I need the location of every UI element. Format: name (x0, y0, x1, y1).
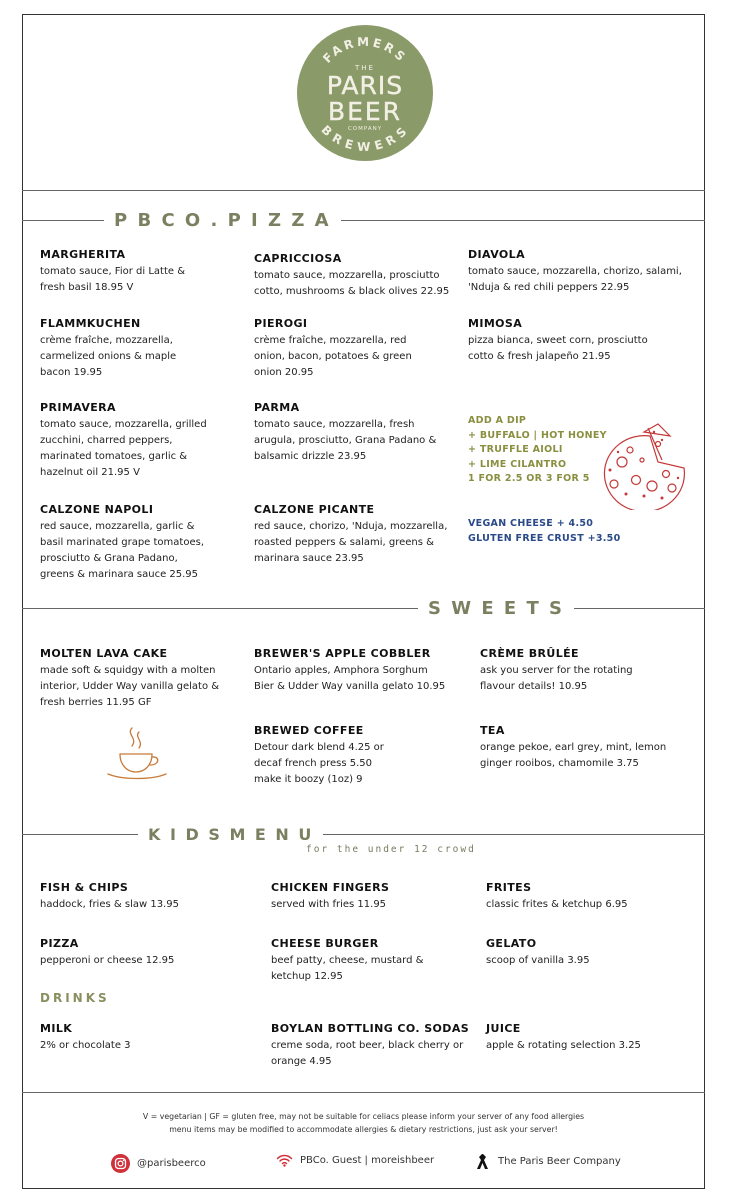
item-name: JUICE (486, 1022, 521, 1035)
menu-item: MARGHERITA tomato sauce, Fior di Latte & fresh basil 18.95 V (40, 248, 240, 296)
pizza-icon (592, 422, 690, 510)
item-name: CHEESE BURGER (271, 937, 379, 950)
menu-item: FLAMMKUCHEN crème fraîche, mozzarella, carmelized onions & maple bacon 19.95 (40, 317, 240, 381)
menu-item: JUICE apple & rotating selection 3.25 (486, 1022, 696, 1054)
drinks-title: DRINKS (40, 991, 110, 1005)
item-name: CRÈME BRÛLÉE (480, 647, 579, 660)
divider (22, 190, 705, 191)
menu-item: CALZONE PICANTE red sauce, chorizo, 'Nduja, mozzarella, roasted peppers & salami, greens & marinara sauce 23.95 (254, 503, 466, 567)
instagram-label: @parisbeerco (137, 1158, 206, 1169)
menu-item: FRITES classic frites & ketchup 6.95 (486, 881, 696, 913)
item-name: BREWER'S APPLE COBBLER (254, 647, 431, 660)
footer-rule (22, 1092, 705, 1093)
menu-item: BREWER'S APPLE COBBLER Ontario apples, Amphora Sorghum Bier & Udder Way vanilla gelato 10.95 (254, 647, 469, 695)
logo-company: COMPANY (347, 126, 383, 132)
pizza-section-title: P B C O . P I Z Z A (104, 210, 341, 231)
item-name: CAPRICCIOSA (254, 252, 342, 265)
logo-the: THE (355, 64, 375, 72)
menu-item: CALZONE NAPOLI red sauce, mozzarella, garlic & basil marinated grape tomatoes, prosciutto & Grana Padano, greens & marinara sauce 25.95 (40, 503, 240, 583)
item-name: GELATO (486, 937, 537, 950)
footer-note-2: menu items may be modified to accommodate allergies & dietary restrictions, just ask your server! (169, 1125, 558, 1134)
menu-item: PRIMAVERA tomato sauce, mozzarella, grilled zucchini, charred peppers, marinated tomatoes, garlic & hazelnut oil 21.95 V (40, 401, 240, 481)
wifi-label: PBCo. Guest | moreishbeer (300, 1155, 435, 1166)
sweets-section-title: S W E E T S (418, 598, 574, 619)
add-a-dip: ADD A DIP + BUFFALO | HOT HONEY + TRUFFLE AIOLI + LIME CILANTRO 1 FOR 2.5 OR 3 FOR 5 (468, 415, 607, 484)
item-name: PIZZA (40, 937, 79, 950)
logo-bottom-arc: BREWERS (318, 122, 412, 154)
company-brand (474, 1154, 621, 1169)
sweets-title-rule (22, 608, 705, 609)
menu-item: GELATO scoop of vanilla 3.95 (486, 937, 696, 969)
item-name: TEA (480, 724, 505, 737)
menu-item: BREWED COFFEE Detour dark blend 4.25 or decaf french press 5.50 make it boozy (1oz) 9 (254, 724, 464, 788)
item-name: MIMOSA (468, 317, 523, 330)
kids-section-title: K I D S M E N U (138, 825, 323, 844)
eiffel-tower-icon (474, 1154, 491, 1169)
item-name: MARGHERITA (40, 248, 126, 261)
menu-item: MOLTEN LAVA CAKE made soft & squidgy with a molten interior, Udder Way vanilla gelato & fresh berries 11.95 GF (40, 647, 250, 711)
item-name: PIEROGI (254, 317, 308, 330)
item-name: PRIMAVERA (40, 401, 116, 414)
kids-title-rule (22, 834, 705, 835)
menu-item: PIEROGI crème fraîche, mozzarella, red onion, bacon, potatoes & green onion 20.95 (254, 317, 464, 381)
item-name: BOYLAN BOTTLING CO. SODAS (271, 1022, 470, 1035)
menu-item: MILK 2% or chocolate 3 (40, 1022, 255, 1054)
menu-item: PARMA tomato sauce, mozzarella, fresh arugula, prosciutto, Grana Padano & balsamic drizzle 23.95 (254, 401, 466, 465)
company-label: The Paris Beer Company (498, 1156, 621, 1167)
coffee-cup-icon (104, 724, 170, 782)
menu-item: BOYLAN BOTTLING CO. SODAS creme soda, root beer, black cherry or orange 4.95 (271, 1022, 483, 1070)
menu-item: CAPRICCIOSA tomato sauce, mozzarella, prosciutto cotto, mushrooms & black olives 22.95 (254, 252, 469, 300)
item-name: DIAVOLA (468, 248, 525, 261)
menu-item: PIZZA pepperoni or cheese 12.95 (40, 937, 255, 969)
pizza-extras: VEGAN CHEESE + 4.50 GLUTEN FREE CRUST +3.50 (468, 518, 621, 544)
item-name: MOLTEN LAVA CAKE (40, 647, 168, 660)
menu-item: FISH & CHIPS haddock, fries & slaw 13.95 (40, 881, 255, 913)
footer-note-1: V = vegetarian | GF = gluten free, may not be suitable for celiacs please inform your server of any food allergies (142, 1112, 585, 1121)
logo-word-beer: BEER (327, 97, 403, 126)
item-name: CHICKEN FINGERS (271, 881, 390, 894)
menu-item: CHEESE BURGER beef patty, cheese, mustard & ketchup 12.95 (271, 937, 481, 985)
item-name: FRITES (486, 881, 532, 894)
logo-top-arc: FARMERS (320, 34, 410, 66)
wifi-info (276, 1154, 434, 1167)
instagram-handle[interactable] (111, 1154, 206, 1173)
item-name: CALZONE NAPOLI (40, 503, 154, 516)
instagram-icon (111, 1154, 130, 1173)
menu-item: MIMOSA pizza bianca, sweet corn, prosciutto cotto & fresh jalapeño 21.95 (468, 317, 698, 365)
item-name: BREWED COFFEE (254, 724, 364, 737)
menu-item: CHICKEN FINGERS served with fries 11.95 (271, 881, 481, 913)
item-name: FISH & CHIPS (40, 881, 129, 894)
wifi-icon (276, 1154, 293, 1167)
menu-item: DIAVOLA tomato sauce, mozzarella, chorizo, salami, 'Nduja & red chili peppers 22.95 (468, 248, 708, 296)
menu-item: TEA orange pekoe, earl grey, mint, lemon ginger rooibos, chamomile 3.75 (480, 724, 702, 772)
item-name: FLAMMKUCHEN (40, 317, 141, 330)
kids-subtitle: for the under 12 crowd (306, 844, 476, 855)
item-name: CALZONE PICANTE (254, 503, 375, 516)
paris-beer-logo (296, 24, 434, 162)
logo-word-paris: PARIS (326, 71, 404, 100)
item-name: PARMA (254, 401, 300, 414)
menu-item: CRÈME BRÛLÉE ask you server for the rotating flavour details! 10.95 (480, 647, 695, 695)
item-name: MILK (40, 1022, 73, 1035)
